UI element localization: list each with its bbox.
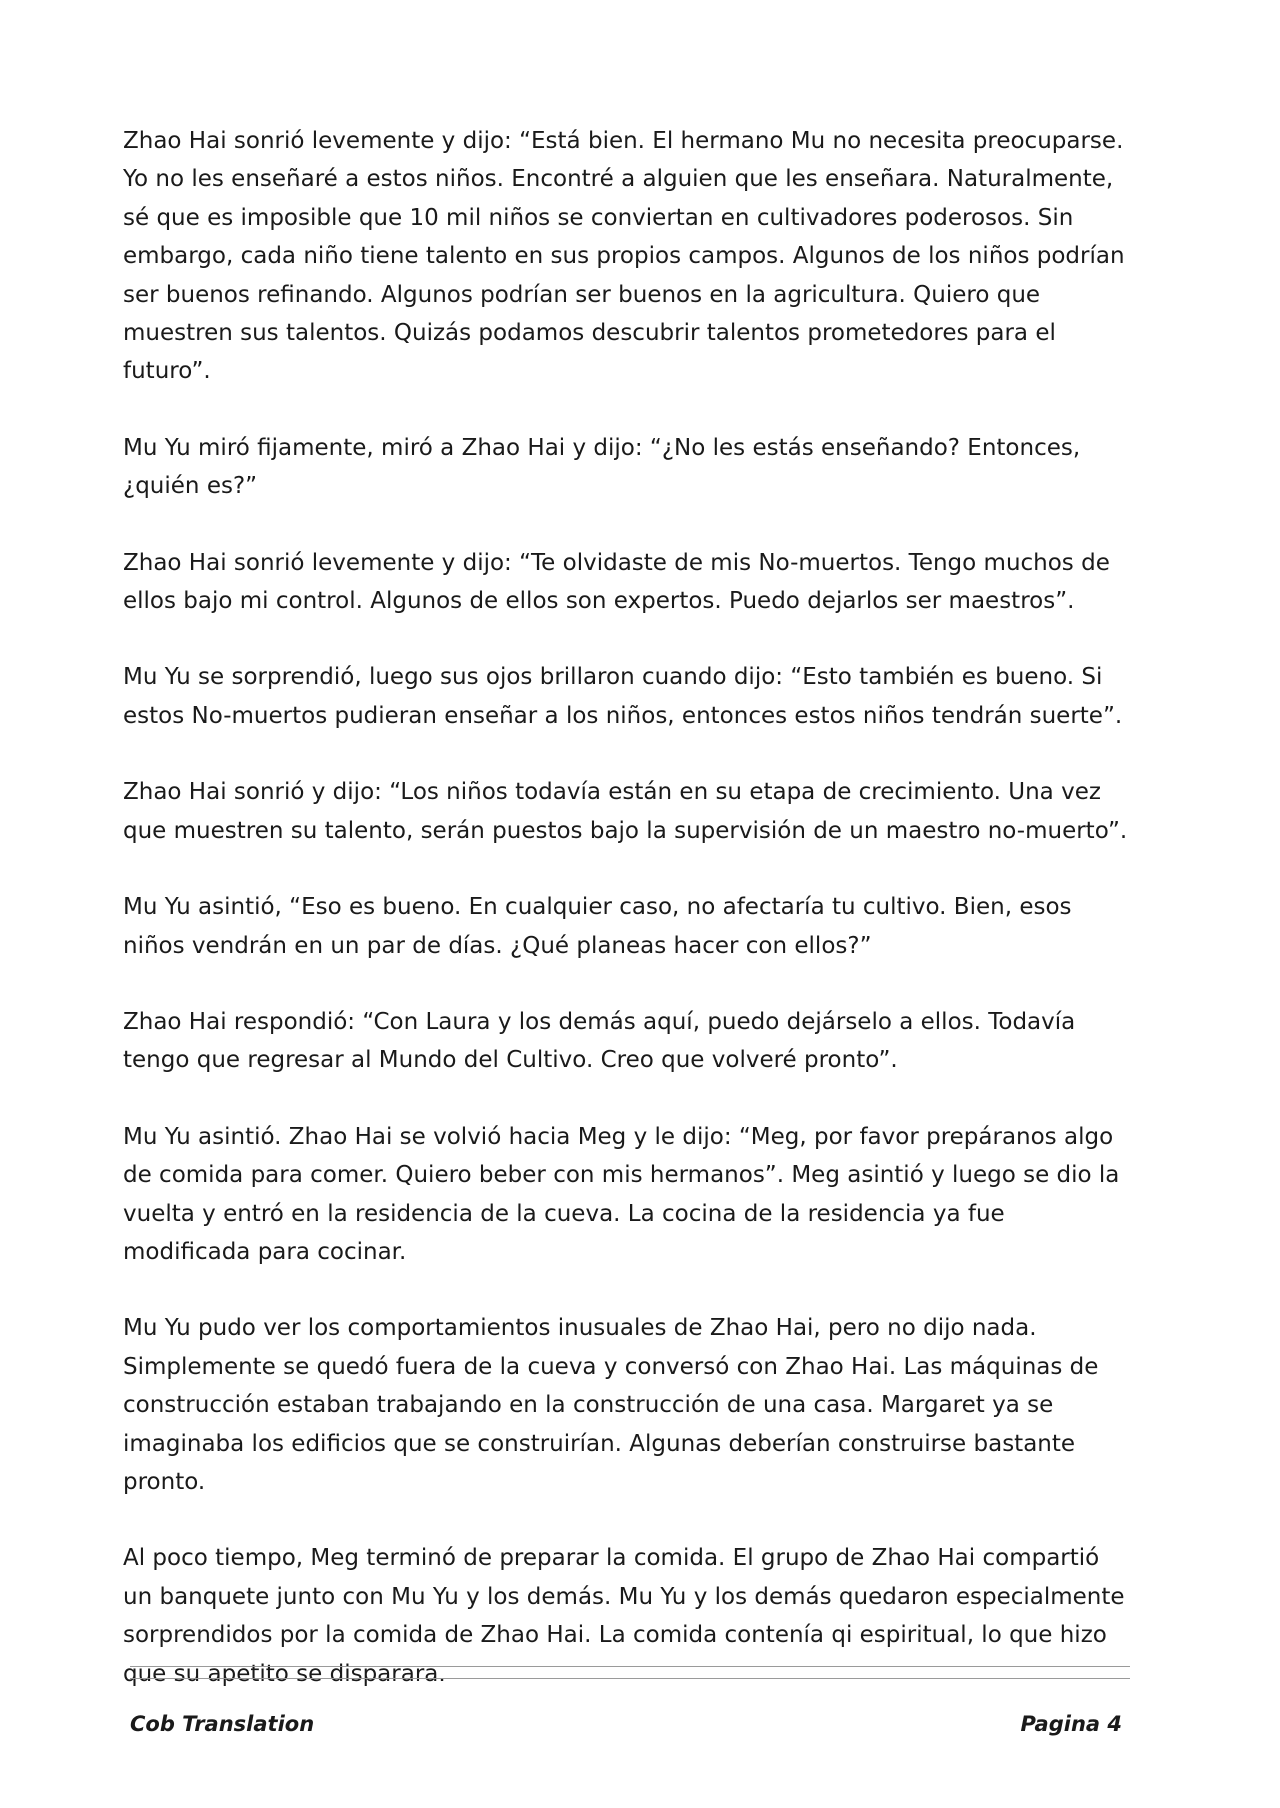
paragraph-5: Zhao Hai sonrió y dijo: “Los niños todavía están en su etapa de crecimiento. Una vez que muestren su talento, serán puestos bajo la supervisión de un maestro no-muerto”. [123, 779, 1128, 844]
paragraph-1: Zhao Hai sonrió levemente y dijo: “Está bien. El hermano Mu no necesita preocuparse. Yo no les enseñaré a estos niños. Encontré a alguien que les enseñara. Naturalmente, sé que es imposible que 10 mil niños se conviertan en cultivadores poderosos. Sin embargo, cada niño tiene talento en sus propios campos. Algunos de los niños podrían ser buenos refinando. Algunos podrían ser buenos en la agricultura. Quiero que muestren sus talentos. Quizás podamos descubrir talentos prometedores para el futuro”. [123, 128, 1125, 385]
body-text [123, 122, 1133, 1731]
footer-translator-credit: Cob Translation [130, 1712, 315, 1736]
paragraph-2: Mu Yu miró fijamente, miró a Zhao Hai y dijo: “¿No les estás enseñando? Entonces, ¿quién es?” [123, 434, 1081, 500]
paragraph-6: Mu Yu asintió, “Eso es bueno. En cualquier caso, no afectaría tu cultivo. Bien, esos niños vendrán en un par de días. ¿Qué planeas hacer con ellos?” [123, 894, 1072, 959]
paragraph-7: Zhao Hai respondió: “Con Laura y los demás aquí, puedo dejárselo a ellos. Todavía tengo que regresar al Mundo del Cultivo. Creo que volveré pronto”. [123, 1008, 1076, 1074]
paragraph-8: Mu Yu asintió. Zhao Hai se volvió hacia Meg y le dijo: “Meg, por favor prepáranos algo de comida para comer. Quiero beber con mis hermanos”. Meg asintió y luego se dio la vuelta y entró en la residencia de la cueva. La cocina de la residencia ya fue modificada para cocinar. [123, 1123, 1120, 1265]
paragraph-10: Al poco tiempo, Meg terminó de preparar la comida. El grupo de Zhao Hai compartió un banquete junto con Mu Yu y los demás. Mu Yu y los demás quedaron especialmente sorprendidos por la comida de Zhao Hai. La comida contenía qi espiritual, lo que hizo que su apetito se disparara. [123, 1545, 1125, 1687]
footer-page-number: Pagina 4 [1020, 1712, 1122, 1736]
paragraph-4: Mu Yu se sorprendió, luego sus ojos brillaron cuando dijo: “Esto también es bueno. Si estos No-muertos pudieran enseñar a los niños, entonces estos niños tendrán suerte”. [123, 664, 1123, 729]
paragraph-9: Mu Yu pudo ver los comportamientos inusuales de Zhao Hai, pero no dijo nada. Simplemente se quedó fuera de la cueva y conversó con Zhao Hai. Las máquinas de construcción estaban trabajando en la construcción de una casa. Margaret ya se imaginaba los edificios que se construirían. Algunas deberían construirse bastante pronto. [123, 1315, 1099, 1495]
footer-divider-bottom [130, 1678, 1130, 1679]
paragraph-3: Zhao Hai sonrió levemente y dijo: “Te olvidaste de mis No-muertos. Tengo muchos de ellos bajo mi control. Algunos de ellos son expertos. Puedo dejarlos ser maestros”. [123, 549, 1110, 615]
footer-divider-top [130, 1666, 1130, 1667]
